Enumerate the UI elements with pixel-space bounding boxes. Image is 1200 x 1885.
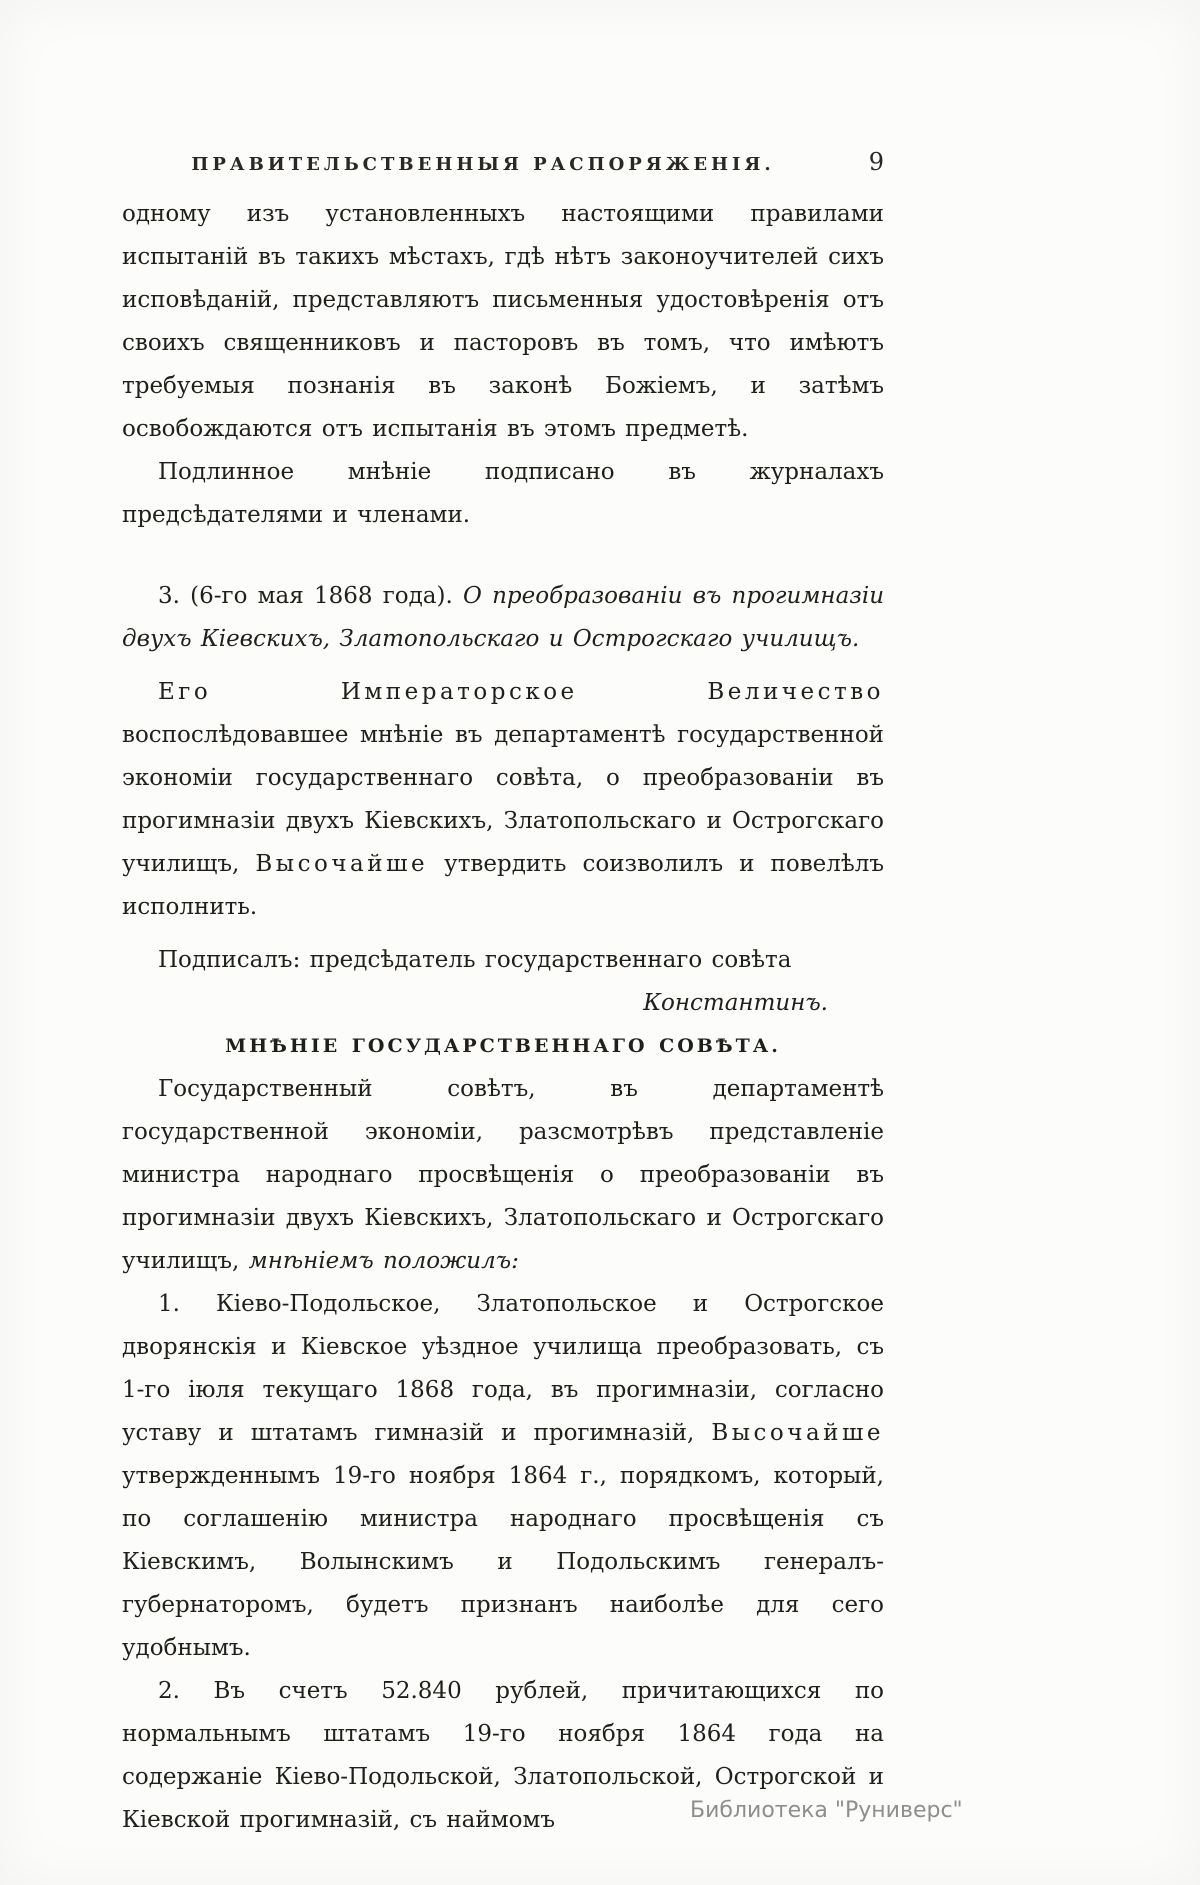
approval-closing-text: утвердить соизволилъ и повелѣлъ исполнить. <box>122 851 884 920</box>
paragraph-council-opinion <box>122 1068 884 1283</box>
approval-body-text: воспослѣдовавшее мнѣніе въ департаментѣ государственной экономіи государственнаго совѣта, о преобразованіи въ прогимназіи двухъ Кіевскихъ, Златопольскаго и Острогскаго училищъ, <box>122 722 884 877</box>
page-number: 9 <box>868 148 884 176</box>
paragraph-continuation-text: одному изъ установленныхъ настоящими правилами испытаній въ такихъ мѣстахъ, гдѣ нѣтъ законоучителей сихъ исповѣданій, представляютъ письменныя удостовѣренія отъ своихъ священниковъ и пасторовъ въ томъ, что имѣютъ требуемыя познанія въ законѣ Божіемъ, и затѣмъ освобождаются отъ испытанія въ этомъ предметѣ. <box>122 201 884 442</box>
decree-title: О преобразованіи въ прогимназіи двухъ Кіевскихъ, Златопольскаго и Острогскаго училищъ. <box>122 583 885 652</box>
paragraph-signed-by <box>122 939 884 982</box>
paragraph-authentication <box>122 451 884 537</box>
item-2-text: 2. Въ счетъ 52.840 рублей, причитающихся по нормальнымъ штатамъ 19-го ноября 1864 года на содержаніе Кіево-Подольской, Златопольской, Острогской и Кіевской прогимназій, съ наймомъ <box>122 1678 884 1833</box>
paragraph-item-1 <box>122 1283 884 1670</box>
library-watermark: Библиотека "Руниверс" <box>690 1798 963 1823</box>
signature-line <box>122 982 884 1025</box>
council-opinion-text: Государственный совѣтъ, въ департаментѣ государственной экономіи, разсмотрѣвъ представленіе министра народнаго просвѣщенія о преобразованіи въ прогимназіи двухъ Кіевскихъ, Златопольскаго и Острогскаго училищъ, <box>122 1076 884 1274</box>
signature-name: Константинъ. <box>643 990 828 1016</box>
signed-by-text: Подписалъ: предсѣдатель государственнаго совѣта <box>158 947 792 973</box>
page-header <box>122 148 884 176</box>
section-heading-text: МНѢНІЕ ГОСУДАРСТВЕННАГО СОВѢТА. <box>225 1035 781 1057</box>
text-block <box>122 193 884 1842</box>
item-1-text-tail: утвержденнымъ 19-го ноября 1864 г., порядкомъ, который, по соглашенію министра народнаго просвѣщенія съ Кіевскимъ, Волынскимъ и Подольскимъ генералъ-губернаторомъ, будетъ признанъ наиболѣе для сего удобнымъ. <box>122 1463 884 1661</box>
item-1-highest-word: Высочайше <box>711 1420 884 1446</box>
highest-word: Высочайше <box>255 851 429 877</box>
opinion-resolved-text: мнѣніемъ положилъ: <box>248 1248 519 1274</box>
item-1-text-lead: 1. Кіево-Подольское, Златопольское и Острогское дворянскія и Кіевское уѣздное училища преобразовать, съ 1-го іюля текущаго 1868 года, въ прогимназіи, согласно уставу и штатамъ гимназій и прогимназій, <box>122 1291 884 1446</box>
paragraph-authentication-text: Подлинное мнѣніе подписано въ журналахъ предсѣдателями и членами. <box>122 459 884 528</box>
running-title: ПРАВИТЕЛЬСТВЕННЫЯ РАСПОРЯЖЕНІЯ. <box>191 154 775 175</box>
section-heading <box>122 1025 884 1068</box>
decree-number-date: 3. (6-го мая 1868 года). <box>158 583 464 609</box>
paragraph-continuation <box>122 193 884 451</box>
imperial-majesty-text: Его Императорское Величество <box>158 679 884 705</box>
paragraph-decree-heading <box>122 575 884 661</box>
paragraph-imperial-approval <box>122 671 884 929</box>
